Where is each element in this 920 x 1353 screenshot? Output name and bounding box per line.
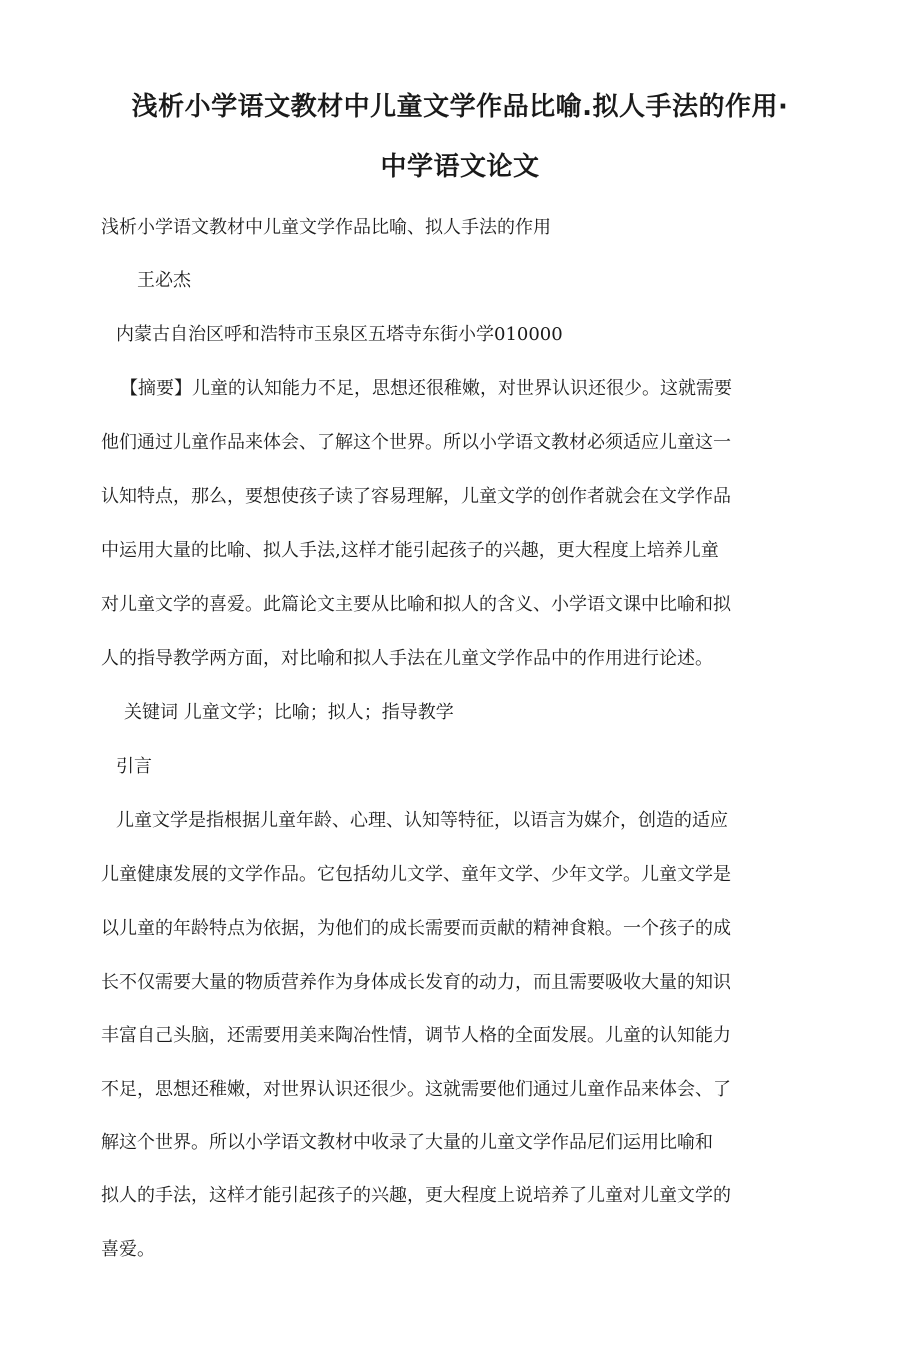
author-name: 王必杰 [137,270,191,291]
author-affiliation: 内蒙古自治区呼和浩特市玉泉区五塔寺东街小学010000 [116,324,563,345]
keywords-line: 关键词 儿童文学；比喻；拟人；指导教学 [124,702,454,723]
abstract-line: 中运用大量的比喻、拟人手法,这样才能引起孩子的兴趣，更大程度上培养儿童 [101,540,719,561]
abstract-line: 他们通过儿童作品来体会、了解这个世界。所以小学语文教材必须适应儿童这一 [101,432,731,453]
intro-line: 长不仅需要大量的物质营养作为身体成长发育的动力，而且需要吸收大量的知识 [101,972,731,993]
abstract-line: 【摘要】儿童的认知能力不足，思想还很稚嫩，对世界认识还很少。这就需要 [120,378,732,399]
abstract-line: 对儿童文学的喜爱。此篇论文主要从比喻和拟人的含义、小学语文课中比喻和拟 [101,594,731,615]
intro-heading: 引言 [116,756,152,777]
intro-line: 儿童文学是指根据儿童年龄、心理、认知等特征，以语言为媒介，创造的适应 [116,810,728,831]
page-title-line-1: 浅析小学语文教材中儿童文学作品比喻.拟人手法的作用· [131,92,789,122]
abstract-line: 认知特点，那么，要想使孩子读了容易理解，儿童文学的创作者就会在文学作品 [101,486,731,507]
intro-line: 解这个世界。所以小学语文教材中收录了大量的儿童文学作品尼们运用比喻和 [101,1132,713,1153]
intro-line: 丰富自己头脑，还需要用美来陶冶性情，调节人格的全面发展。儿童的认知能力 [101,1025,731,1046]
page-title-line-2: 中学语文论文 [380,152,540,182]
intro-line: 不足，思想还稚嫩，对世界认识还很少。这就需要他们通过儿童作品来体会、了 [101,1079,731,1100]
abstract-line: 人的指导教学两方面，对比喻和拟人手法在儿童文学作品中的作用进行论述。 [101,648,713,669]
intro-line: 儿童健康发展的文学作品。它包括幼儿文学、童年文学、少年文学。儿童文学是 [101,864,731,885]
article-subtitle: 浅析小学语文教材中儿童文学作品比喻、拟人手法的作用 [101,217,551,238]
intro-line: 以儿童的年龄特点为依据，为他们的成长需要而贡献的精神食粮。一个孩子的成 [101,918,731,939]
intro-line: 拟人的手法，这样才能引起孩子的兴趣，更大程度上说培养了儿童对儿童文学的 [101,1185,731,1206]
intro-line: 喜爱。 [101,1239,155,1260]
